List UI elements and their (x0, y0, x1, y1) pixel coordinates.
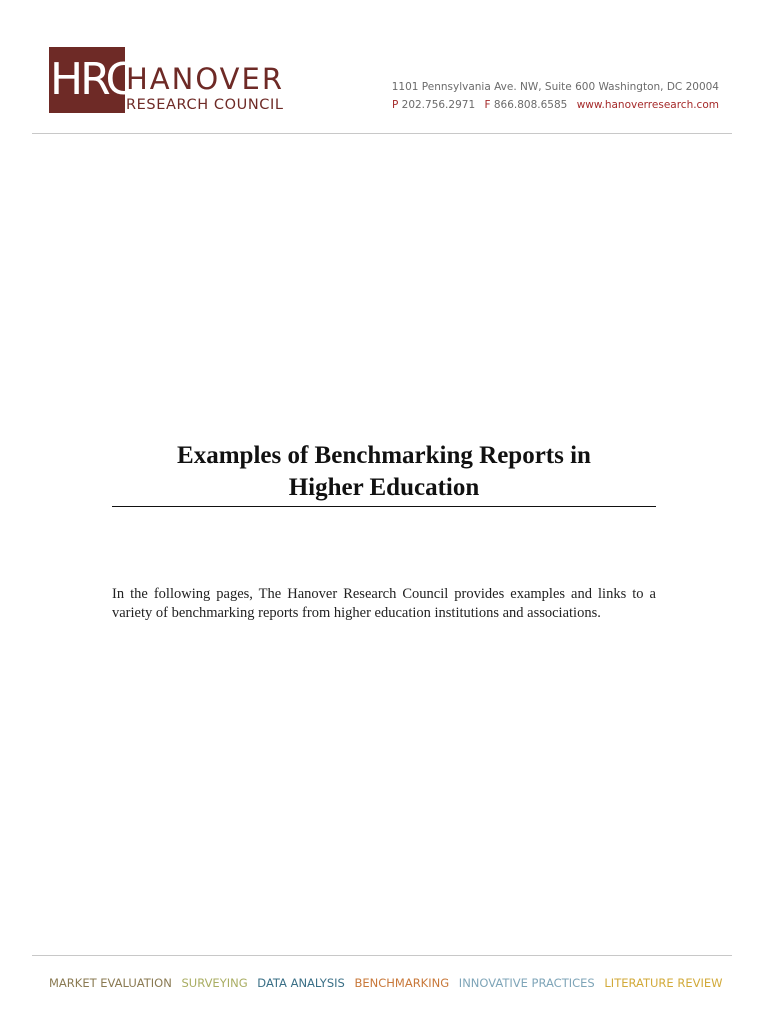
logo-block (49, 47, 134, 113)
intro-paragraph: In the following pages, The Hanover Research Council provides examples and links to a variety of benchmarking reports from higher education institutions and associations. (112, 585, 656, 621)
logo-subtitle: RESEARCH COUNCIL (126, 97, 284, 113)
contact-info (392, 78, 719, 114)
fax-number: 866.808.6585 (493, 99, 568, 111)
logo-name: HANOVER (126, 62, 284, 96)
footer-item-literature-review: LITERATURE REVIEW (604, 976, 723, 990)
header-divider (32, 133, 732, 134)
document-title (112, 440, 656, 504)
services-footer (49, 975, 723, 991)
fax-label: F (484, 99, 491, 111)
footer-item-innovative-practices: INNOVATIVE PRACTICES (458, 976, 595, 990)
logo-monogram: HRC (50, 54, 134, 105)
phone-number: 202.756.2971 (401, 99, 476, 111)
address-text: 1101 Pennsylvania Ave. NW, Suite 600 Washington, DC 20004 (391, 81, 719, 93)
contact-line (392, 96, 719, 114)
website-link[interactable]: www.hanoverresearch.com (576, 99, 719, 111)
page-header (0, 0, 768, 134)
footer-item-market-evaluation: MARKET EVALUATION (49, 976, 172, 990)
phone-label: P (391, 99, 399, 111)
title-underline (112, 506, 656, 507)
hanover-logo (49, 47, 299, 113)
footer-divider (32, 955, 732, 956)
footer-item-surveying: SURVEYING (181, 976, 248, 990)
title-line-2: Higher Education (288, 474, 480, 501)
footer-item-benchmarking: BENCHMARKING (354, 976, 450, 990)
footer-item-data-analysis: DATA ANALYSIS (257, 976, 345, 990)
title-line-1: Examples of Benchmarking Reports in (177, 442, 591, 469)
